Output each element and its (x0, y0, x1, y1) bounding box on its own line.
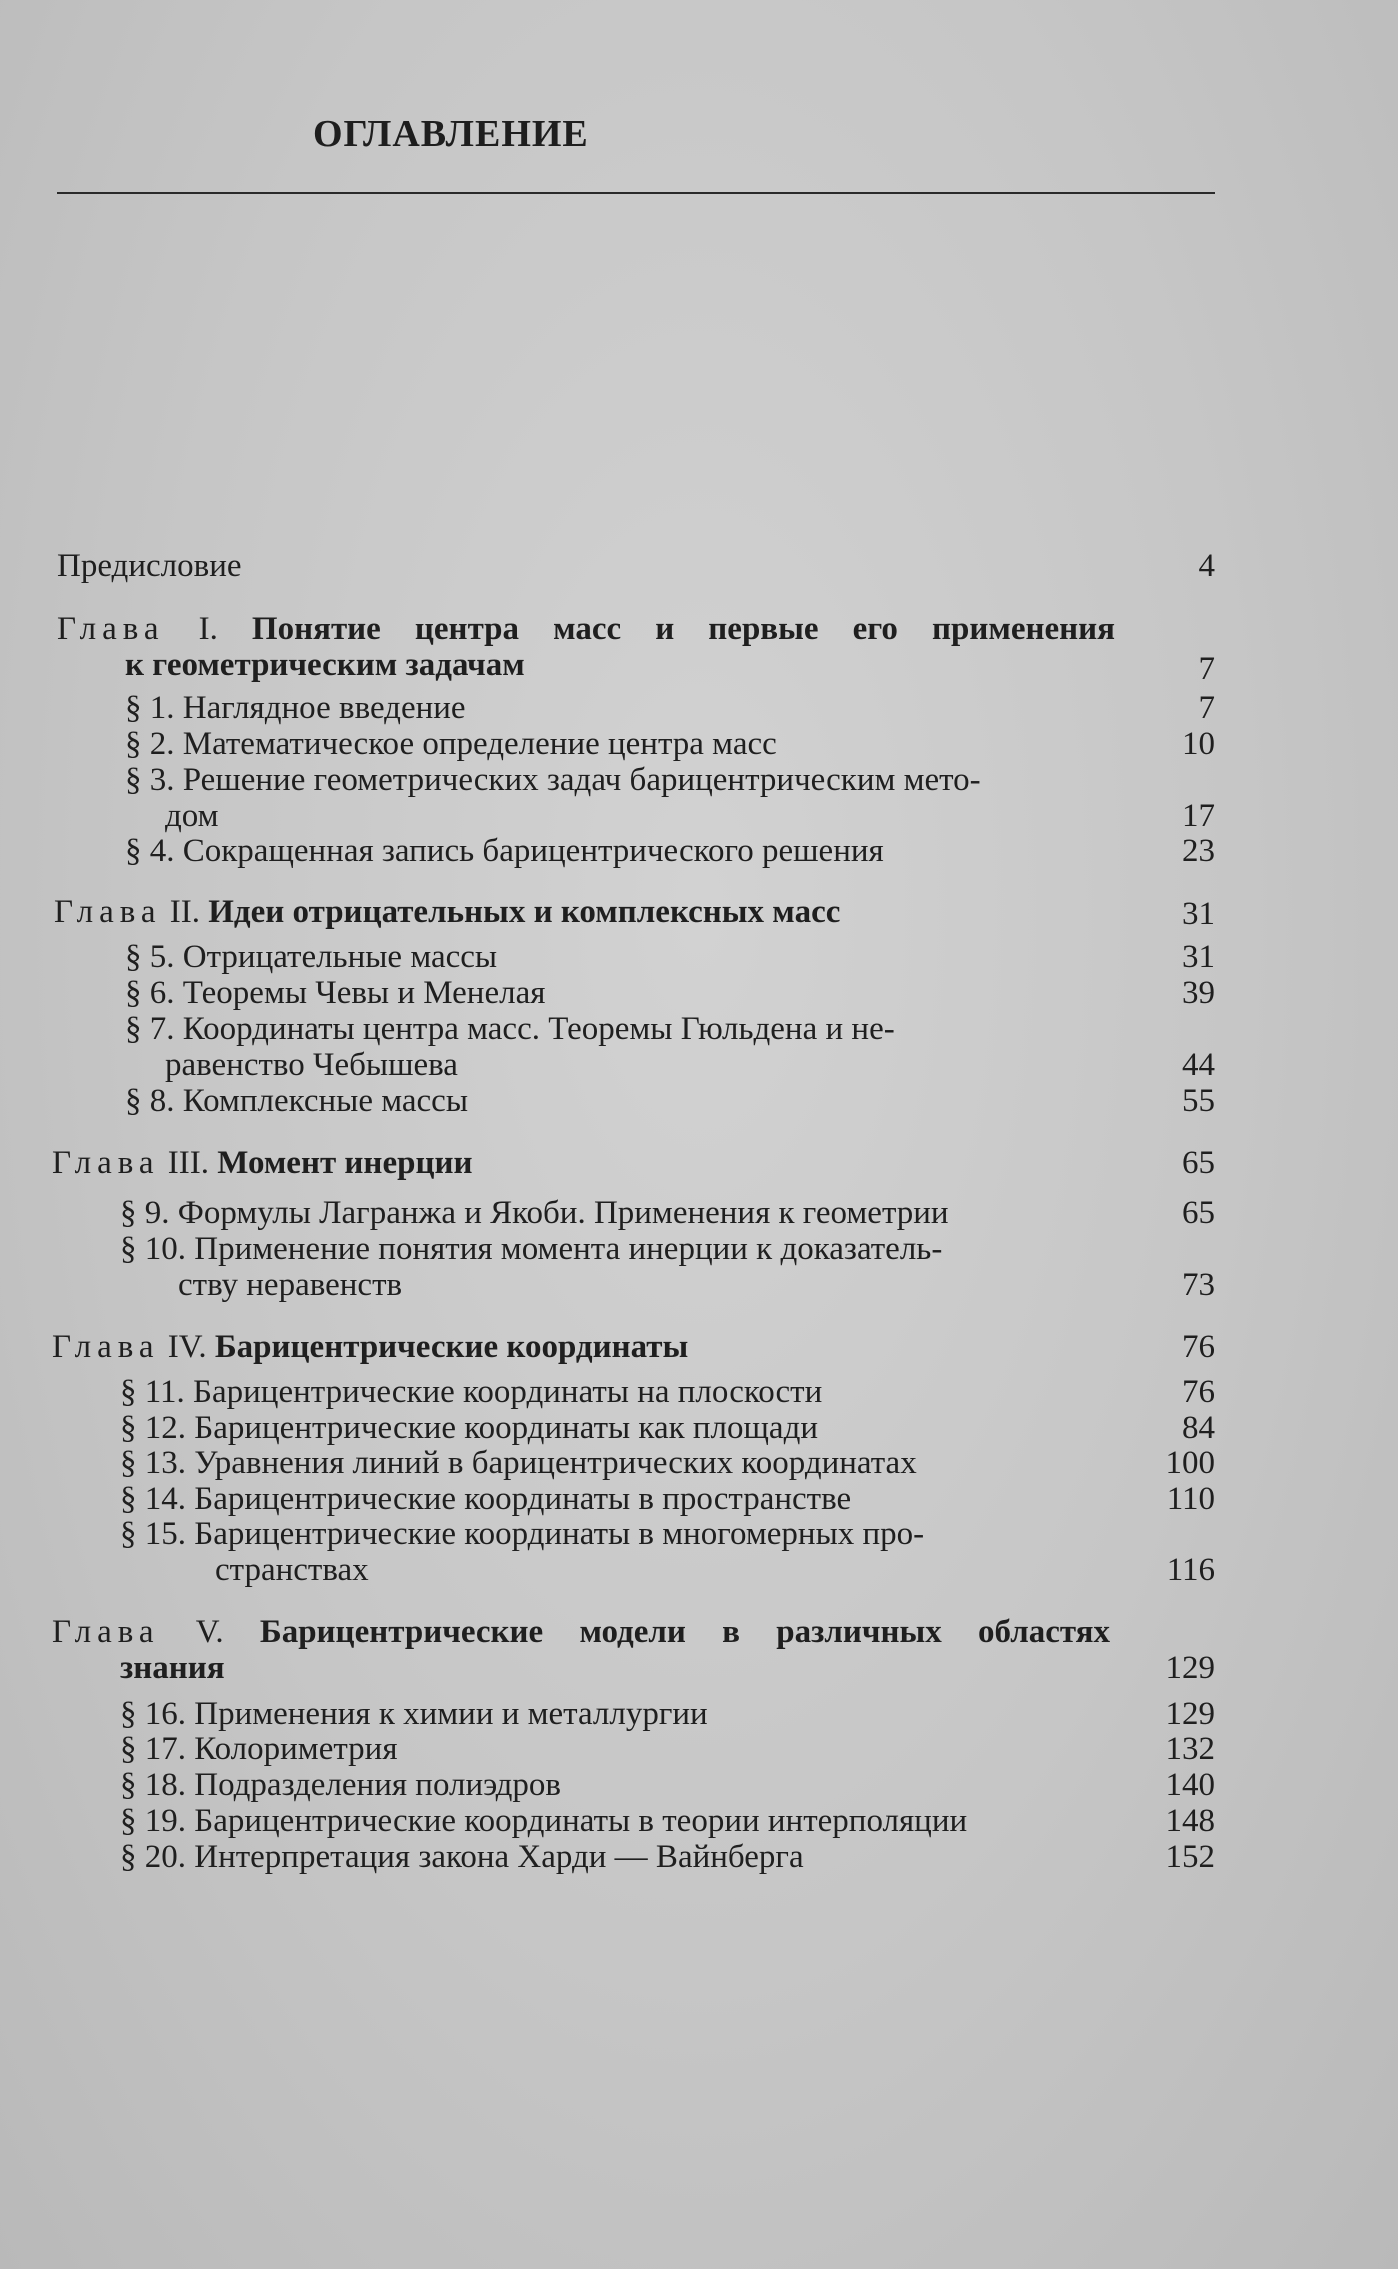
toc-section-label-continuation: равенство Чебышева (165, 1047, 458, 1083)
chapter-number: II. (169, 894, 200, 930)
toc-chapter-heading (52, 1145, 473, 1181)
toc-chapter-heading (54, 894, 840, 930)
title-divider (57, 192, 1215, 194)
toc-section-label: § 7. Координаты центра масс. Теоремы Гюльдена и не- (125, 1011, 895, 1047)
chapter-word: Глава (52, 1614, 160, 1650)
toc-section-page: 76 (1182, 1374, 1215, 1410)
toc-section-page: 31 (1182, 939, 1215, 975)
toc-section-label: § 5. Отрицательные массы (125, 939, 498, 975)
chapter-title: Идеи отрицательных и комплексных масс (208, 894, 841, 930)
toc-section-label: § 6. Теоремы Чевы и Менелая (125, 975, 546, 1011)
chapter-page: 65 (1182, 1145, 1215, 1181)
toc-preface-page: 4 (1198, 548, 1215, 584)
toc-section-page: 148 (1165, 1803, 1215, 1839)
toc-section-page: 7 (1198, 690, 1215, 726)
chapter-title: Барицентрические координаты (214, 1329, 689, 1365)
toc-section-label: § 15. Барицентрические координаты в многомерных про- (120, 1516, 925, 1552)
toc-chapter-heading (52, 1329, 688, 1365)
toc-section-page: 17 (1182, 798, 1215, 834)
chapter-page: 31 (1182, 896, 1215, 932)
toc-section-label: § 12. Барицентрические координаты как площади (120, 1410, 819, 1446)
chapter-word: Глава (52, 1329, 160, 1365)
toc-section-page: 10 (1182, 726, 1215, 762)
toc-section-page: 100 (1165, 1445, 1215, 1481)
toc-section-label: § 2. Математическое определение центра масс (125, 726, 777, 762)
toc-section-label: § 11. Барицентрические координаты на плоскости (120, 1374, 823, 1410)
toc-chapter-heading (57, 611, 1115, 647)
chapter-title: Момент инерции (217, 1145, 473, 1181)
toc-section-page: 73 (1182, 1267, 1215, 1303)
toc-section-page: 152 (1165, 1839, 1215, 1875)
toc-section-label: § 13. Уравнения линий в барицентрических координатах (120, 1445, 917, 1481)
toc-section-label-continuation: ству неравенств (178, 1267, 403, 1303)
toc-section-label: § 10. Применение понятия момента инерции к доказатель- (120, 1231, 943, 1267)
toc-chapter-heading (52, 1614, 1110, 1650)
chapter-number: IV. (167, 1329, 207, 1365)
toc-section-page: 132 (1165, 1731, 1215, 1767)
toc-section-label: § 1. Наглядное введение (125, 690, 466, 726)
chapter-title: Понятие центра масс и первые его применения (251, 611, 1116, 647)
chapter-word: Глава (57, 611, 165, 647)
toc-section-label: § 14. Барицентрические координаты в пространстве (120, 1481, 852, 1517)
toc-section-label: § 16. Применения к химии и металлургии (120, 1696, 708, 1732)
chapter-number: I. (198, 611, 218, 647)
toc-section-label: § 18. Подразделения полиэдров (120, 1767, 561, 1803)
toc-section-page: 44 (1182, 1047, 1215, 1083)
toc-section-page: 55 (1182, 1083, 1215, 1119)
chapter-page: 129 (1165, 1650, 1215, 1686)
toc-section-page: 23 (1182, 833, 1215, 869)
chapter-number: III. (167, 1145, 209, 1181)
toc-section-label: § 4. Сокращенная запись барицентрического решения (125, 833, 884, 869)
toc-section-page: 140 (1165, 1767, 1215, 1803)
chapter-word: Глава (52, 1145, 160, 1181)
chapter-word: Глава (54, 894, 162, 930)
toc-section-label: § 19. Барицентрические координаты в теории интерполяции (120, 1803, 968, 1839)
toc-section-label-continuation: странствах (215, 1552, 369, 1588)
toc-section-page: 116 (1166, 1552, 1215, 1588)
toc-section-label-continuation: дом (165, 798, 219, 834)
toc-preface-label: Предисловие (57, 548, 242, 584)
toc-section-page: 65 (1182, 1195, 1215, 1231)
page-title: ОГЛАВЛЕНИЕ (313, 113, 589, 155)
toc-section-label: § 9. Формулы Лагранжа и Якоби. Применения к геометрии (120, 1195, 949, 1231)
chapter-page: 76 (1182, 1329, 1215, 1365)
chapter-page: 7 (1198, 651, 1215, 687)
toc-section-label: § 20. Интерпретация закона Харди — Вайнберга (120, 1839, 804, 1875)
toc-section-page: 129 (1165, 1696, 1215, 1732)
toc-section-label: § 3. Решение геометрических задач барицентрическим мето- (125, 762, 981, 798)
chapter-title-continuation: знания (120, 1650, 225, 1686)
chapter-title: Барицентрические модели в различных областях (259, 1614, 1111, 1650)
chapter-title-continuation: к геометрическим задачам (125, 647, 525, 683)
toc-section-page: 39 (1182, 975, 1215, 1011)
toc-section-label: § 17. Колориметрия (120, 1731, 398, 1767)
chapter-number: V. (195, 1614, 224, 1650)
toc-section-label: § 8. Комплексные массы (125, 1083, 469, 1119)
toc-section-page: 110 (1166, 1481, 1215, 1517)
toc-section-page: 84 (1182, 1410, 1215, 1446)
